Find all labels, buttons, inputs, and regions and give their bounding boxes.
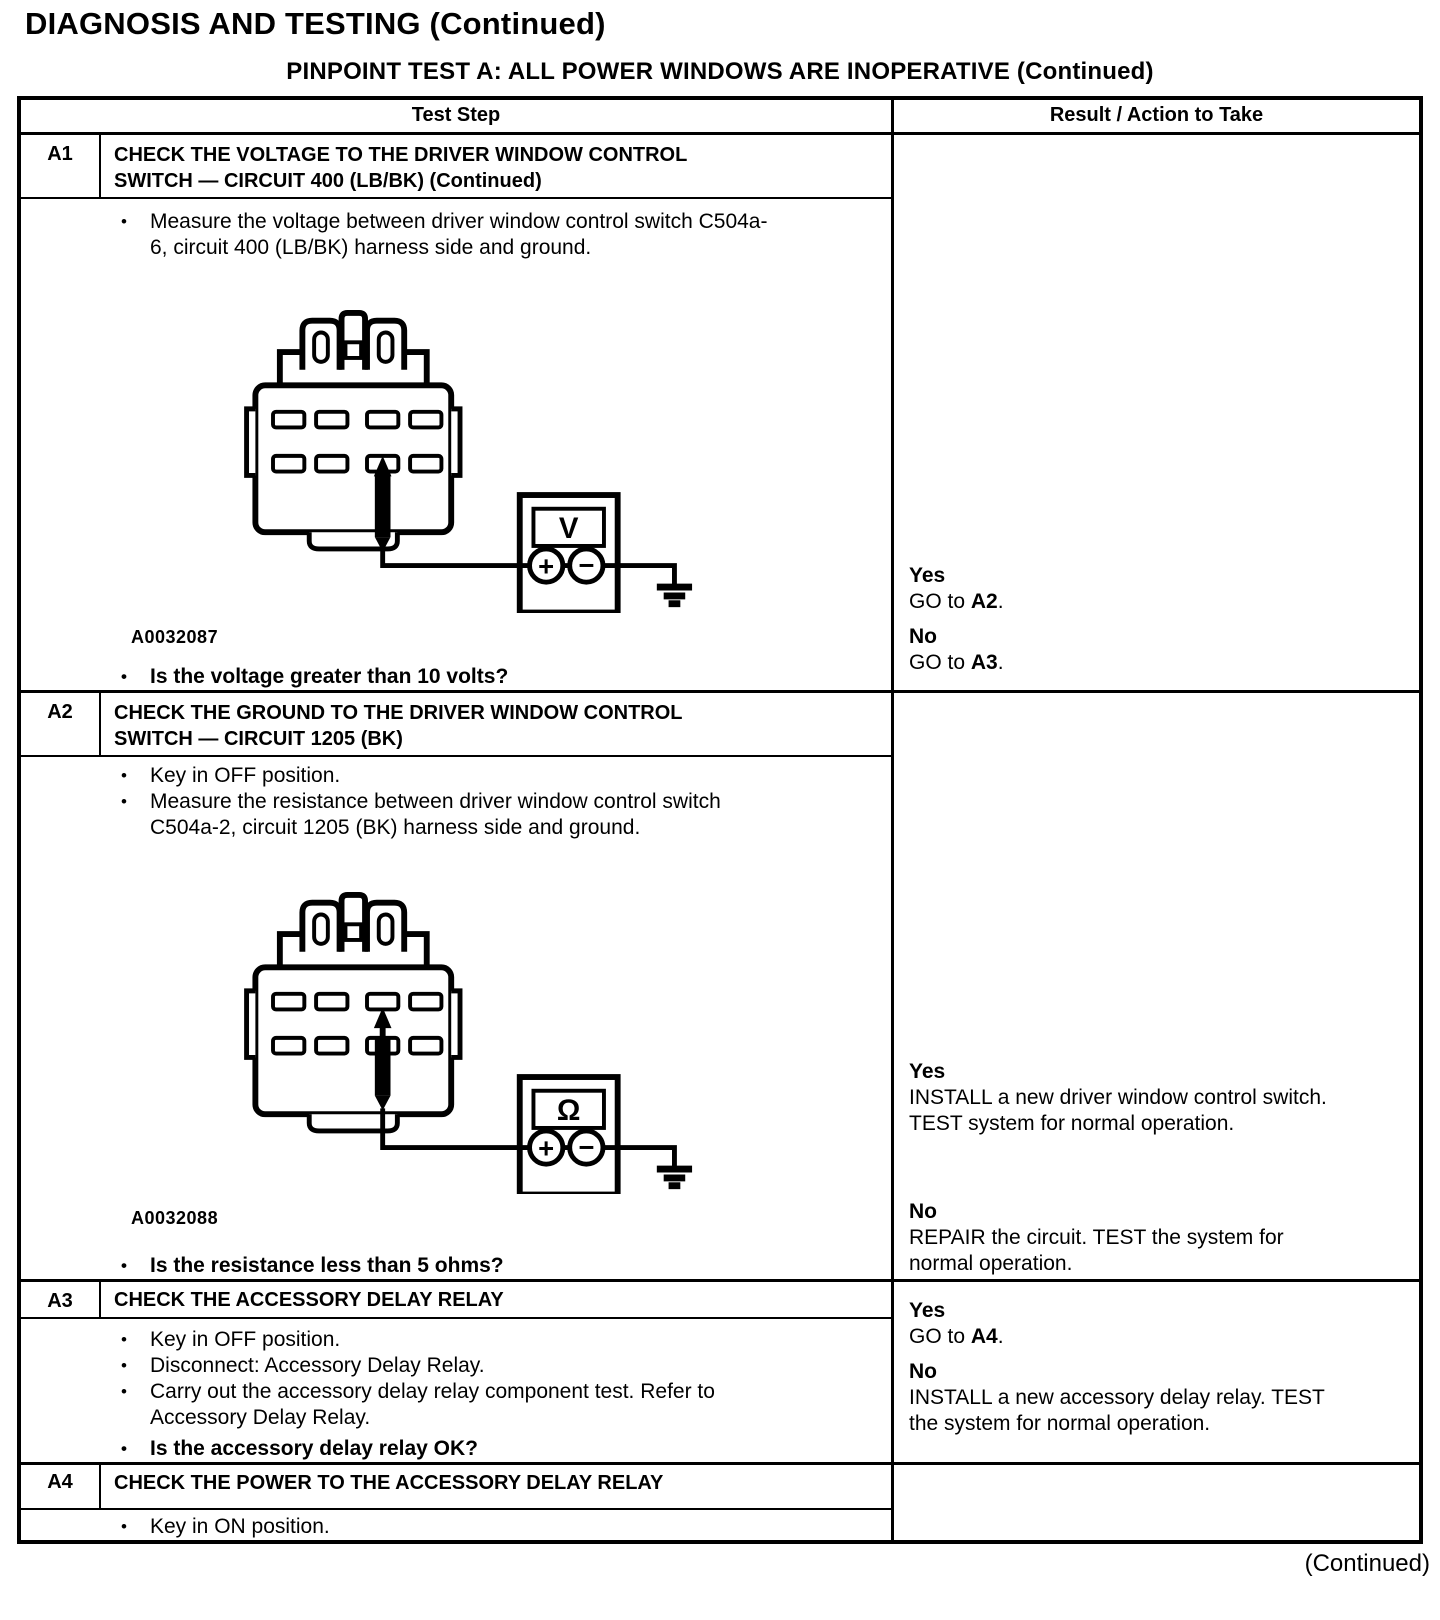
question-item: • Is the resistance less than 5 ohms? <box>121 1254 504 1278</box>
minus-terminal-icon: − <box>578 1130 595 1162</box>
step-title: CHECK THE POWER TO THE ACCESSORY DELAY RELAY <box>114 1472 664 1495</box>
bullet-dot: • <box>121 1382 127 1402</box>
meter-symbol: Ω <box>556 1093 581 1127</box>
col-header-test-step: Test Step <box>21 100 894 132</box>
ground-icon <box>657 587 692 604</box>
step-id: A4 <box>21 1465 101 1508</box>
step-id: A2 <box>21 693 101 755</box>
bullet-dot: • <box>121 791 127 811</box>
figure-label: A0032088 <box>131 1208 219 1229</box>
pinpoint-test-table <box>17 96 1423 1544</box>
bullet-item: • Key in ON position. <box>121 1515 330 1539</box>
connector-icon <box>247 313 460 549</box>
result-no: No INSTALL a new accessory delay relay. TEST the system for normal operation. <box>909 1360 1325 1436</box>
bullet-item: • Key in OFF position. <box>121 1328 341 1352</box>
bullet-item: • Measure the resistance between driver window control switch C504a-2, circuit 1205 (BK) harness side and ground. <box>121 789 721 839</box>
test-probe-icon <box>374 1007 392 1110</box>
continued-footer: (Continued) <box>1304 1550 1430 1578</box>
result-cell <box>894 135 1419 690</box>
voltage-test-diagram <box>226 309 696 613</box>
bullet-dot: • <box>121 1256 127 1276</box>
plus-terminal-icon: + <box>538 1131 555 1163</box>
step-row-a2 <box>21 690 1419 1280</box>
result-yes: Yes GO to A2. <box>909 563 1004 613</box>
step-title: CHECK THE VOLTAGE TO THE DRIVER WINDOW CONTROL SWITCH — CIRCUIT 400 (LB/BK) (Continued) <box>114 144 687 192</box>
bullet-dot: • <box>121 212 127 231</box>
step-title: CHECK THE ACCESSORY DELAY RELAY <box>114 1289 504 1312</box>
bullet-item: • Carry out the accessory delay relay component test. Refer to Accessory Delay Relay. <box>121 1380 715 1430</box>
minus-terminal-icon: − <box>578 549 595 581</box>
step-row-a1 <box>21 135 1419 690</box>
figure-label: A0032087 <box>131 626 219 647</box>
resistance-test-diagram <box>226 891 696 1195</box>
bullet-dot: • <box>121 666 127 686</box>
meter-symbol: V <box>558 512 579 546</box>
plus-terminal-icon: + <box>538 550 555 582</box>
page-title: DIAGNOSIS AND TESTING (Continued) <box>25 6 606 41</box>
bullet-dot: • <box>121 1330 127 1350</box>
result-yes: Yes GO to A4. <box>909 1299 1004 1349</box>
step-row-a4 <box>21 1462 1419 1540</box>
result-cell <box>894 1465 1419 1540</box>
question-item: • Is the voltage greater than 10 volts? <box>121 664 509 688</box>
bullet-dot: • <box>121 765 127 785</box>
question-item: • Is the accessory delay relay OK? <box>121 1437 479 1461</box>
bullet-item: • Key in OFF position. <box>121 763 341 787</box>
result-cell <box>894 693 1419 1280</box>
step-id: A3 <box>21 1282 101 1317</box>
result-cell <box>894 1282 1419 1462</box>
ground-icon <box>657 1169 692 1186</box>
bullet-dot: • <box>121 1439 127 1459</box>
bullet-item: • Disconnect: Accessory Delay Relay. <box>121 1354 485 1378</box>
bullet-item: • Measure the voltage between driver window control switch C504a-6, circuit 400 (LB/BK) harness side and ground. <box>121 210 768 259</box>
connector-icon <box>247 894 460 1130</box>
step-title: CHECK THE GROUND TO THE DRIVER WINDOW CONTROL SWITCH — CIRCUIT 1205 (BK) <box>114 701 683 750</box>
step-row-a3 <box>21 1279 1419 1462</box>
page-subtitle: PINPOINT TEST A: ALL POWER WINDOWS ARE INOPERATIVE (Continued) <box>286 58 1154 85</box>
result-yes: Yes INSTALL a new driver window control switch. TEST system for normal operation. <box>909 1059 1327 1135</box>
table-header-row <box>21 100 1419 135</box>
bullet-dot: • <box>121 1517 127 1537</box>
bullet-dot: • <box>121 1356 127 1376</box>
result-no: No GO to A3. <box>909 624 1004 674</box>
step-id: A1 <box>21 135 101 197</box>
result-no: No REPAIR the circuit. TEST the system for normal operation. <box>909 1199 1284 1275</box>
col-header-result: Result / Action to Take <box>1049 104 1264 126</box>
